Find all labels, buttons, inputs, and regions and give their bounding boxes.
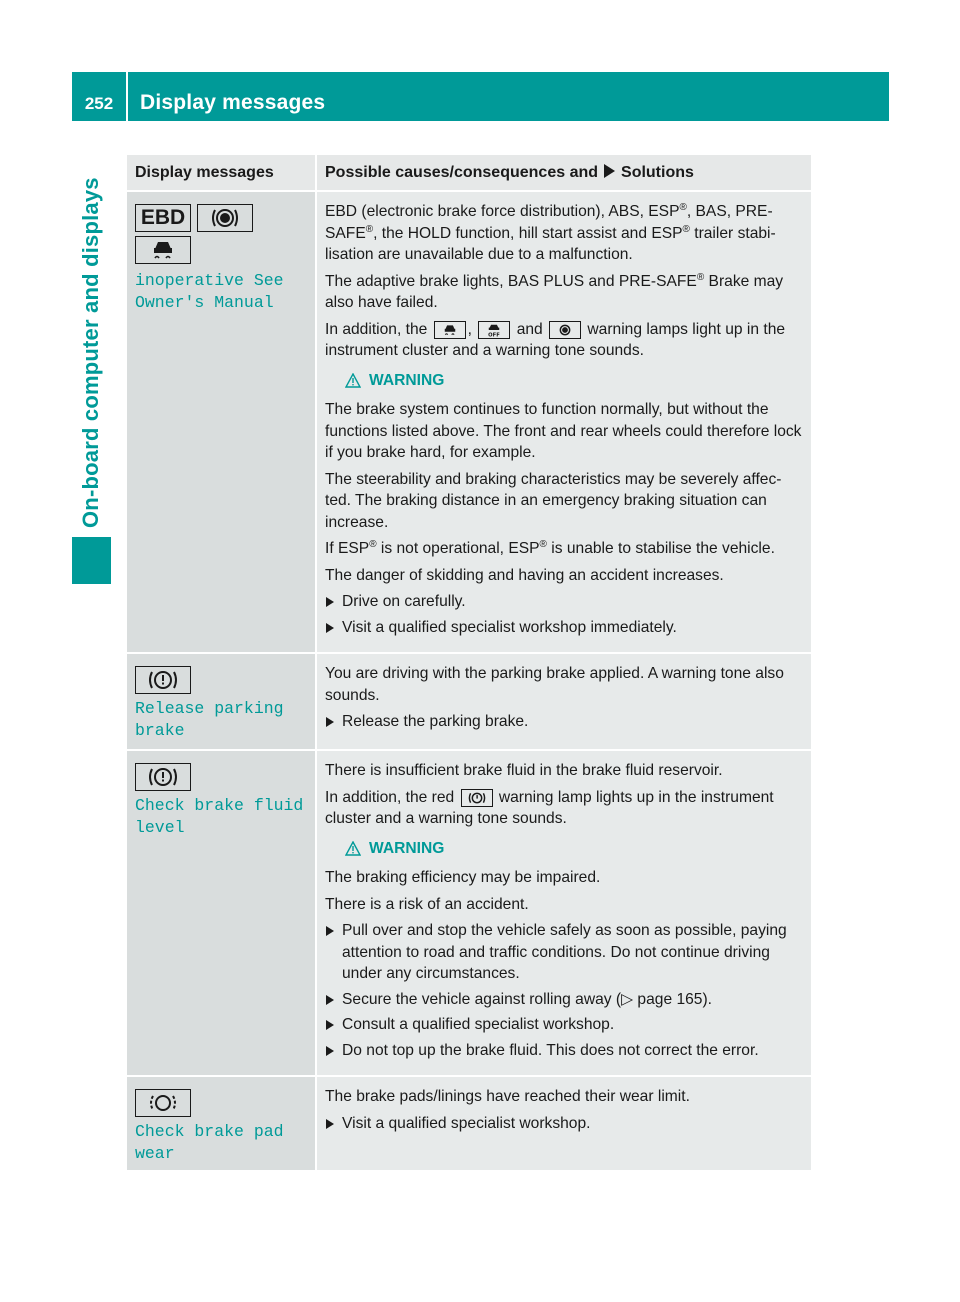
message-text-line2: wear: [135, 1143, 175, 1163]
message-text-line2: level: [135, 817, 185, 837]
warning-triangle-icon: [345, 373, 361, 388]
solution-cell: EBD (electronic brake force distribution), ABS, ESP®, BAS, PRE- SAFE®, the HOLD function, hill start assist and ESP® trailer stabi- lisation are unavailable due to a malfunction. The adaptive brake lights, BAS PLUS and PRE-SAFE® Brake may also have failed. In addition, the , OFF and warning lamps light up in the instrument cluster and a warning tone sounds. WARNING The brake system continues to function normally, but without the functions listed above. The front and rear wheels could therefore lock if you brake hard, for example. The steerability and braking characteristics may be severely affec-ted. The braking distance in an emergency braking situation can increase. If ESP® is not operational, ESP® is unable to stabilise the vehicle. The danger of skidding and having an accident increases. Drive on carefully. Visit a qualified specialist workshop immediately.: [316, 191, 811, 653]
side-tab: [72, 128, 111, 528]
brake-warning-icon: [461, 789, 493, 807]
side-tab-marker: [72, 537, 111, 584]
message-cell: [127, 653, 316, 750]
list-item: Visit a qualified specialist workshop immediately.: [325, 617, 803, 639]
brake-warning-icon: [135, 763, 191, 791]
side-tab-label: On-board computer and displays: [78, 177, 103, 528]
table-header-row: [127, 155, 811, 191]
skid-car-icon: [135, 236, 191, 264]
column-header-solutions: Possible causes/consequences and Solutions: [316, 155, 811, 191]
table-row: [127, 191, 811, 653]
solution-cell: There is insufficient brake fluid in the brake fluid reservoir. In addition, the red warning lamp lights up in the instrument cluster and a warning tone sounds. WARNING The braking efficiency may be impaired. There is a risk of an accident. Pull over and stop the vehicle safely as soon as possible, paying attention to road and traffic conditions. Do not continue driving under any circumstances. Secure the vehicle against rolling away (▷ page 165). Consult a qualified specialist workshop. Do not top up the brake fluid. This does not correct the error.: [316, 750, 811, 1076]
solution-cell: The brake pads/linings have reached their wear limit. Visit a qualified specialist workshop.: [316, 1076, 811, 1170]
table-row: [127, 1076, 811, 1170]
svg-text:OFF: OFF: [488, 331, 501, 337]
list-item: Release the parking brake.: [325, 711, 803, 733]
message-text-line1: Check brake pad: [135, 1122, 284, 1141]
column-header-messages: Display messages: [127, 155, 316, 191]
arrow-icon: [604, 164, 615, 178]
table-row: [127, 750, 811, 1076]
message-cell: [127, 191, 316, 653]
page-number: 252: [72, 72, 126, 121]
warning-triangle-icon: [345, 841, 361, 856]
list-item: Drive on carefully.: [325, 591, 803, 613]
list-item: Do not top up the brake fluid. This does not correct the error.: [325, 1040, 803, 1062]
list-item: Pull over and stop the vehicle safely as soon as possible, paying attention to road and traffic conditions. Do not continue driving under any circumstances.: [325, 920, 803, 985]
skid-car-off-icon: [478, 321, 510, 339]
message-text-line1: inoperative See: [135, 271, 284, 290]
warning-heading: WARNING: [345, 370, 803, 392]
brake-pad-wear-icon: [135, 1089, 191, 1117]
skid-car-icon: [434, 321, 466, 339]
brake-warning-icon: [135, 666, 191, 694]
abs-icon: [549, 321, 581, 339]
list-item: Secure the vehicle against rolling away (▷ page 165).: [325, 989, 803, 1011]
message-cell: [127, 1076, 316, 1170]
table-row: [127, 653, 811, 750]
message-text-line1: Check brake fluid: [135, 796, 304, 815]
message-cell: [127, 750, 316, 1076]
message-text-line1: Release parking: [135, 699, 284, 718]
solution-cell: You are driving with the parking brake applied. A warning tone also sounds. Release the parking brake.: [316, 653, 811, 750]
message-text-line2: brake: [135, 720, 185, 740]
display-messages-table: [127, 155, 811, 1170]
ebd-icon: EBD: [135, 204, 191, 232]
list-item: Visit a qualified specialist workshop.: [325, 1113, 803, 1135]
warning-heading: WARNING: [345, 838, 803, 860]
list-item: Consult a qualified specialist workshop.: [325, 1014, 803, 1036]
abs-icon: [197, 204, 253, 232]
page-title: Display messages: [128, 72, 889, 121]
message-text-line2: Owner's Manual: [135, 292, 274, 312]
